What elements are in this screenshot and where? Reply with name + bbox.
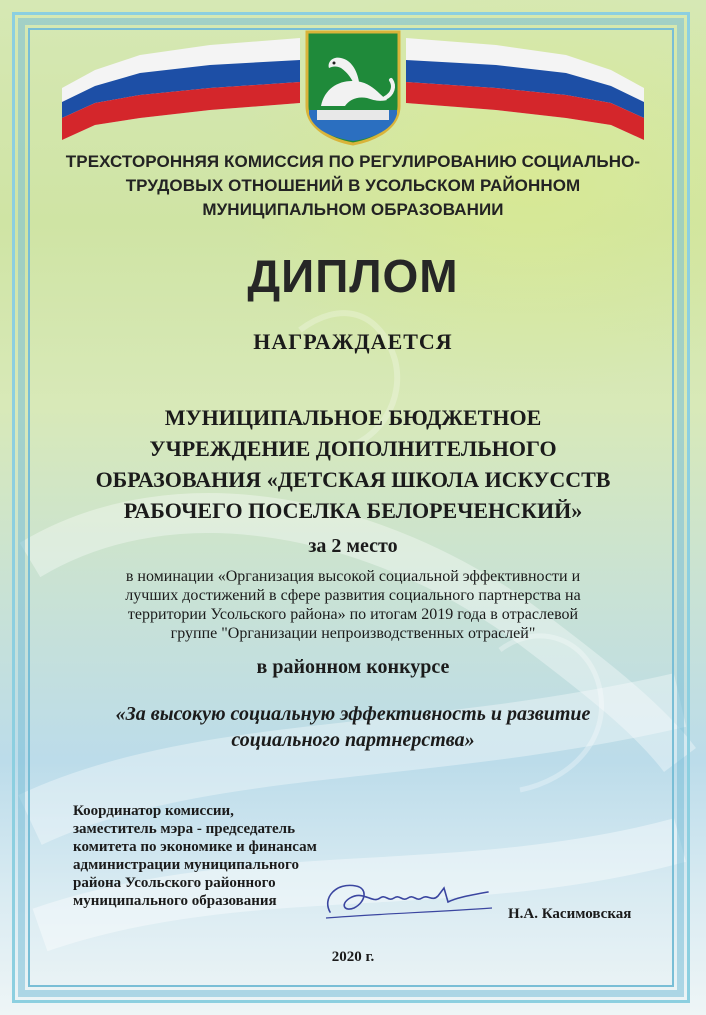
- coordinator-line: заместитель мэра - председатель: [73, 821, 296, 837]
- nomination-text: [0, 567, 706, 643]
- coordinator-line: муниципального образования: [73, 893, 277, 909]
- nomination-line: территории Усольского района» по итогам 2019 года в отраслевой: [127, 606, 579, 623]
- awarded-label: НАГРАЖДАЕТСЯ: [253, 329, 453, 354]
- contest-name-line: социального партнерства»: [231, 729, 475, 751]
- nomination-line: лучших достижений в сфере развития социального партнерства на: [125, 587, 581, 604]
- flags-left: [62, 38, 300, 140]
- coordinator-line: района Усольского районного: [73, 875, 276, 891]
- commission-line: ТРЕХСТОРОННЯЯ КОМИССИЯ ПО РЕГУЛИРОВАНИЮ СОЦИАЛЬНО-: [65, 152, 641, 171]
- commission-line: МУНИЦИПАЛЬНОМ ОБРАЗОВАНИИ: [202, 200, 504, 219]
- issue-year: 2020 г.: [331, 949, 375, 965]
- nomination-line: группе "Организации непроизводственных отраслей": [170, 625, 536, 642]
- diploma-title: ДИПЛОМ: [247, 250, 459, 302]
- coat-of-arms-emblem: [303, 28, 403, 146]
- recipient-line: ОБРАЗОВАНИЯ «ДЕТСКАЯ ШКОЛА ИСКУССТВ: [95, 467, 611, 492]
- contest-name-line: «За высокую социальную эффективность и развитие: [115, 703, 591, 725]
- signer-name: Н.А. Касимовская: [508, 906, 632, 922]
- nomination-line: в номинации «Организация высокой социальной эффективности и: [125, 568, 581, 585]
- recipient-line: РАБОЧЕГО ПОСЕЛКА БЕЛОРЕЧЕНСКИЙ»: [123, 498, 583, 523]
- contest-name: [0, 701, 706, 753]
- recipient-line: УЧРЕЖДЕНИЕ ДОПОЛНИТЕЛЬНОГО: [149, 436, 557, 461]
- commission-name: [0, 150, 706, 222]
- coordinator-line: администрации муниципального: [73, 857, 299, 873]
- coordinator-line: Координатор комиссии,: [73, 803, 234, 819]
- award-place: за 2 место: [308, 535, 398, 557]
- commission-line: ТРУДОВЫХ ОТНОШЕНИЙ В УСОЛЬСКОМ РАЙОННОМ: [125, 176, 581, 195]
- flags-right: [406, 38, 644, 140]
- recipient-line: МУНИЦИПАЛЬНОЕ БЮДЖЕТНОЕ: [164, 405, 542, 430]
- contest-intro: в районном конкурсе: [256, 656, 450, 678]
- coordinator-title: [73, 802, 317, 910]
- recipient-name: [0, 402, 706, 526]
- coordinator-line: комитета по экономике и финансам: [73, 839, 317, 855]
- handwritten-signature: [316, 868, 496, 928]
